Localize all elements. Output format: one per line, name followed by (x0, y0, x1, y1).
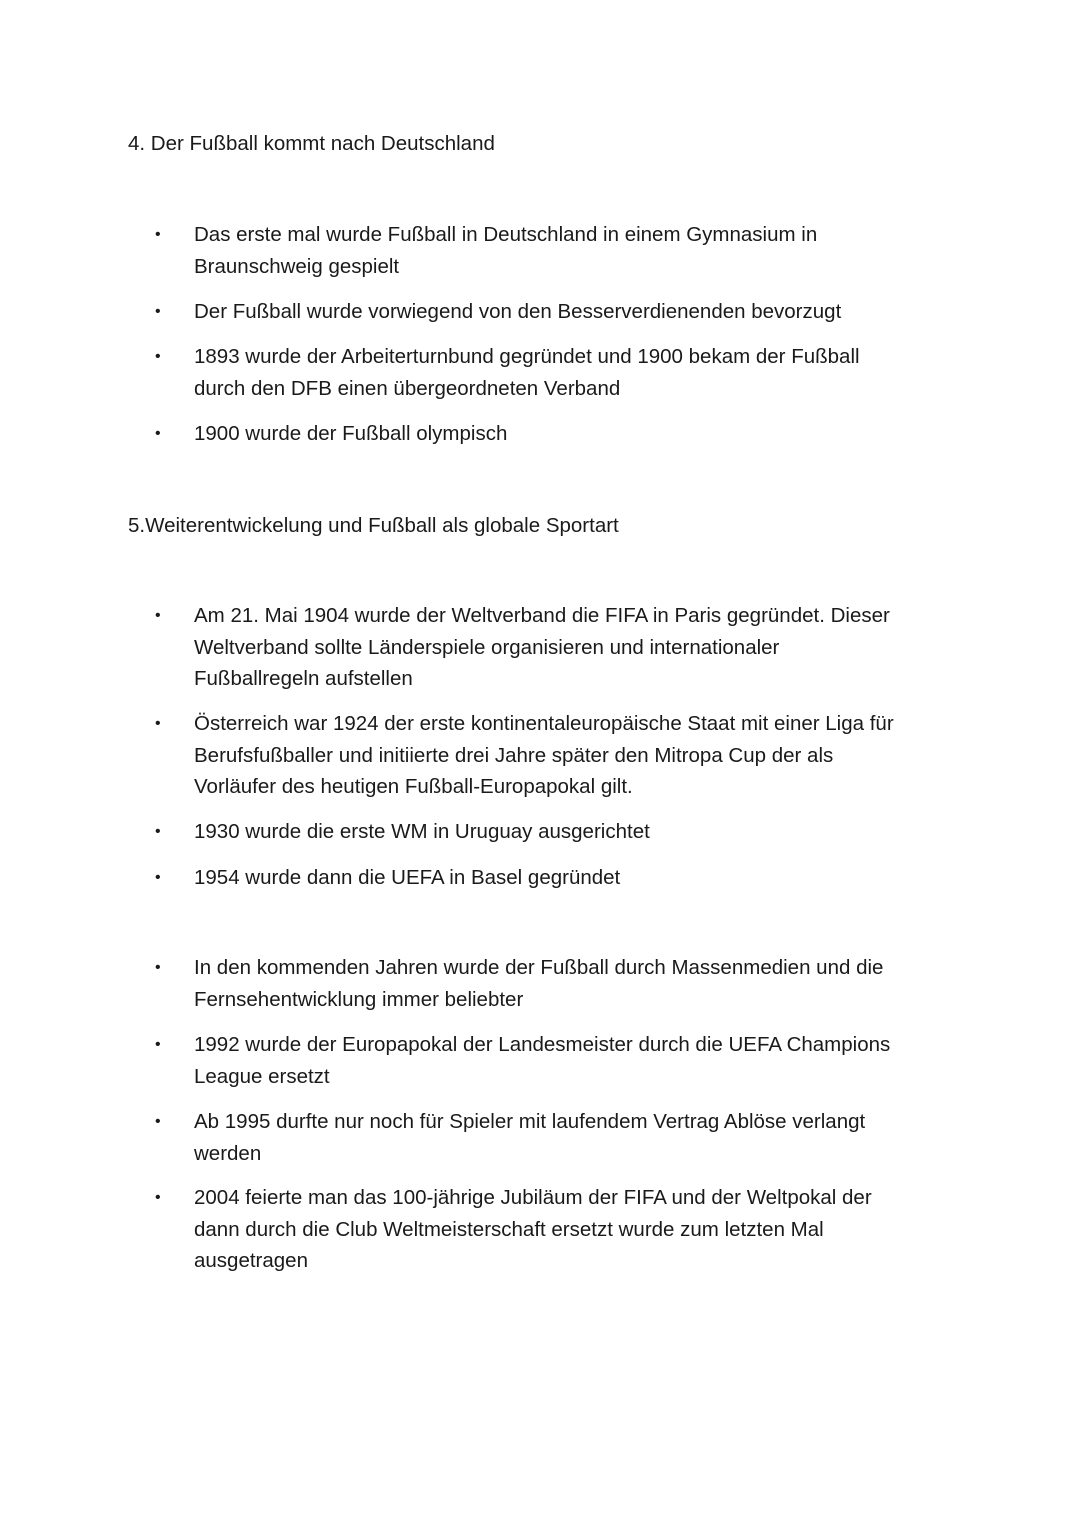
bullet-icon: • (155, 348, 161, 365)
bullet-icon: • (155, 715, 161, 732)
list-item (155, 1029, 955, 1092)
bullet-icon: • (155, 303, 161, 320)
list-item-text: Am 21. Mai 1904 wurde der Weltverband die FIFA in Paris gegründet. Dieser Weltverband sollte Länderspiele organisieren und internationaler Fußballregeln aufstellen (194, 604, 890, 690)
list-item (155, 1182, 955, 1277)
section-5-heading: 5.Weiterentwickelung und Fußball als globale Sportart (128, 514, 619, 537)
bullet-icon: • (155, 959, 161, 976)
list-item (155, 418, 955, 450)
bullet-icon: • (155, 1189, 161, 1206)
bullet-icon: • (155, 823, 161, 840)
list-item-text: Das erste mal wurde Fußball in Deutschland in einem Gymnasium in Braunschweig gespielt (194, 223, 818, 278)
list-item (155, 816, 955, 848)
list-item (155, 600, 955, 695)
list-item-text: Österreich war 1924 der erste kontinentaleuropäische Staat mit einer Liga für Berufsfußballer und initiierte drei Jahre später den Mitropa Cup der als Vorläufer des heutigen Fußball-Europapokal gilt. (194, 712, 894, 798)
list-item (155, 341, 955, 404)
bullet-icon: • (155, 869, 161, 886)
list-item-text: 2004 feierte man das 100-jährige Jubiläum der FIFA und der Weltpokal der dann durch die Club Weltmeisterschaft ersetzt wurde zum letzten Mal ausgetragen (194, 1186, 872, 1272)
bullet-icon: • (155, 1036, 161, 1053)
list-item-text: 1954 wurde dann die UEFA in Basel gegründet (194, 866, 621, 889)
list-item (155, 708, 955, 803)
list-item (155, 219, 955, 282)
section-4-heading: 4. Der Fußball kommt nach Deutschland (128, 132, 495, 155)
list-item-text: 1992 wurde der Europapokal der Landesmeister durch die UEFA Champions League ersetzt (194, 1033, 891, 1088)
bullet-icon: • (155, 226, 161, 243)
list-item-text: 1893 wurde der Arbeiterturnbund gegründet und 1900 bekam der Fußball durch den DFB einen übergeordneten Verband (194, 345, 860, 400)
list-item-text: Ab 1995 durfte nur noch für Spieler mit laufendem Vertrag Ablöse verlangt werden (194, 1110, 866, 1165)
bullet-icon: • (155, 425, 161, 442)
list-item (155, 862, 955, 894)
bullet-icon: • (155, 607, 161, 624)
list-item (155, 296, 955, 328)
bullet-icon: • (155, 1113, 161, 1130)
list-item (155, 952, 955, 1015)
list-item-text: 1900 wurde der Fußball olympisch (194, 422, 508, 445)
list-item-text: 1930 wurde die erste WM in Uruguay ausgerichtet (194, 820, 650, 843)
list-item-text: Der Fußball wurde vorwiegend von den Besserverdienenden bevorzugt (194, 300, 842, 323)
list-item-text: In den kommenden Jahren wurde der Fußball durch Massenmedien und die Fernsehentwicklung immer beliebter (194, 956, 884, 1011)
list-item (155, 1106, 955, 1169)
